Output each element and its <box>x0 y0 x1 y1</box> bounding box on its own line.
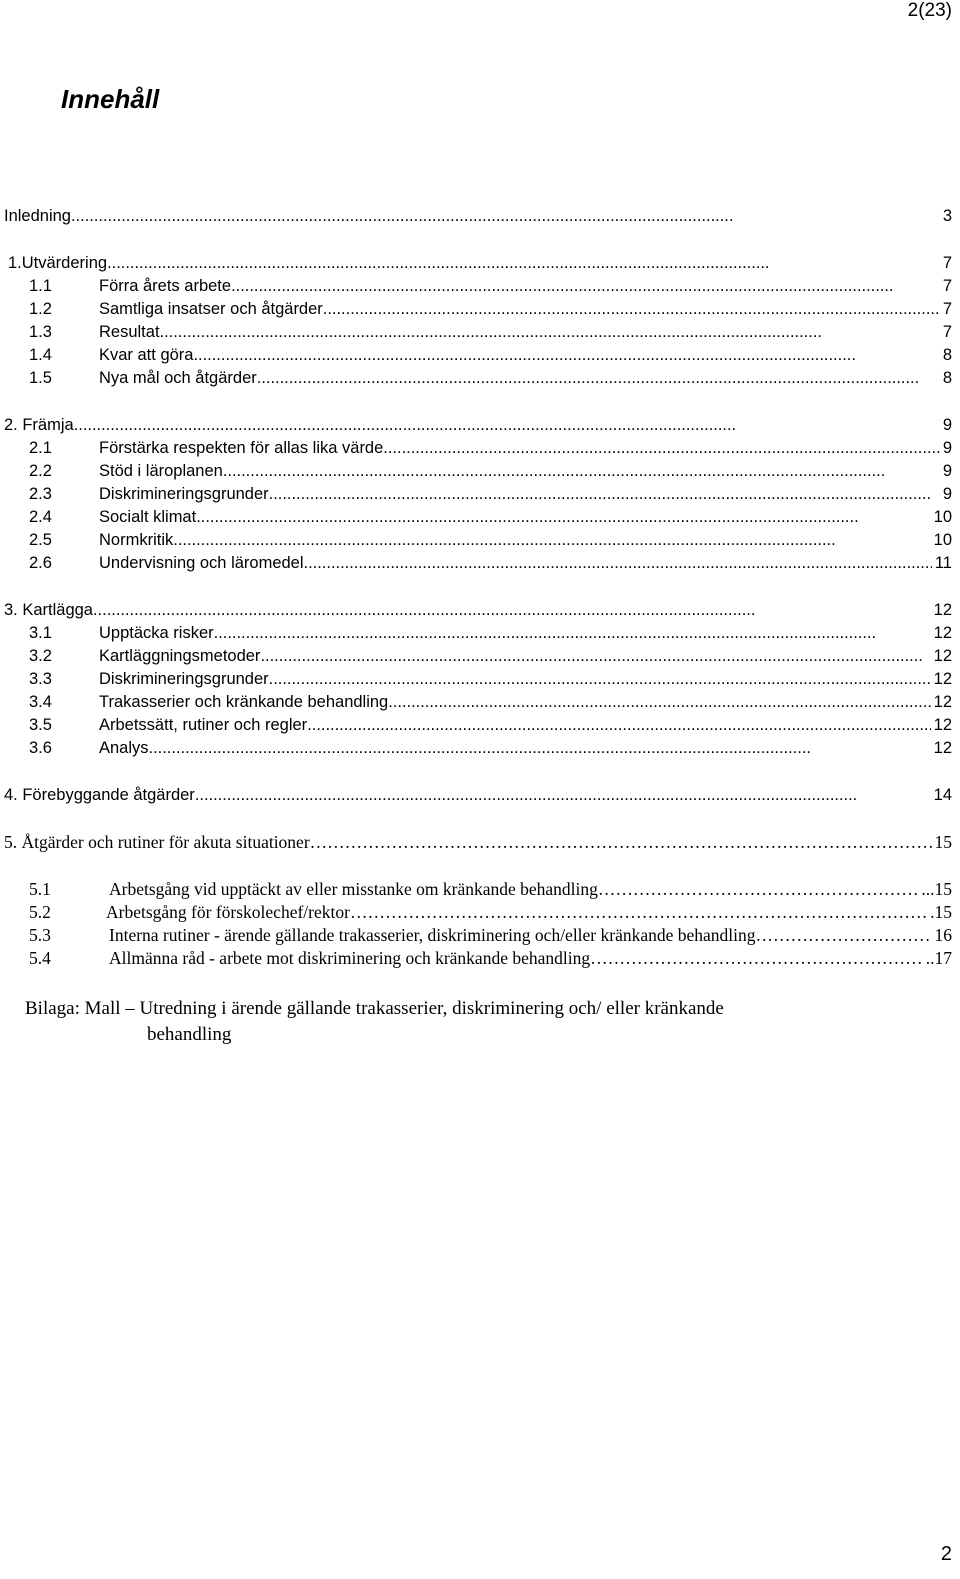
toc-entry[interactable] <box>0 737 960 760</box>
toc-entry-number: 3.6 <box>29 739 52 757</box>
toc-entry-title: Förra årets arbete <box>99 277 232 295</box>
toc-entry-title: Upptäcka risker <box>99 624 214 642</box>
toc-leader-dots <box>307 714 930 737</box>
toc-entry-title: Allmänna råd - arbete mot diskriminering och kränkande behandling <box>109 948 591 968</box>
toc-entry-number: 2.4 <box>29 508 52 526</box>
toc-leader-dots <box>257 367 940 390</box>
page-indicator: 2(23) <box>907 0 952 21</box>
toc-entry-page: 12 <box>933 601 952 619</box>
toc-entry-number: 2.3 <box>29 485 52 503</box>
toc-entry[interactable] <box>0 878 960 901</box>
toc-entry-title: Analys <box>99 739 149 757</box>
toc-entry-page: 3 <box>942 207 952 225</box>
toc-entry[interactable] <box>0 691 960 714</box>
toc-entry-page: 14 <box>933 786 952 804</box>
toc-leader-dots <box>196 506 930 529</box>
toc-entry-page: 15 <box>934 832 952 852</box>
toc-entry[interactable] <box>0 552 960 575</box>
toc-entry[interactable] <box>0 924 960 947</box>
toc-entry[interactable] <box>0 831 960 854</box>
toc-entry-page: 16 <box>934 925 952 945</box>
toc-entry[interactable] <box>0 599 960 622</box>
toc-entry-title: Resultat <box>99 323 160 341</box>
toc-entry-number: 5.1 <box>29 879 51 899</box>
toc-entry[interactable] <box>0 344 960 367</box>
toc-entry[interactable] <box>0 367 960 390</box>
toc-entry-title: 1.Utvärdering <box>8 254 108 272</box>
toc-entry-page: 9 <box>942 485 952 503</box>
toc-leader-dots <box>149 737 931 760</box>
toc-entry-number: 5.2 <box>29 902 51 922</box>
toc-entry-number: 2.5 <box>29 531 52 549</box>
toc-entry[interactable] <box>0 622 960 645</box>
toc-entry[interactable] <box>0 506 960 529</box>
toc-entry-page: 12 <box>933 716 952 734</box>
toc-entry[interactable] <box>0 483 960 506</box>
toc-leader-dots <box>193 344 939 367</box>
toc-entry-title: Nya mål och åtgärder <box>99 369 257 387</box>
toc-entry-number: 5.4 <box>29 948 51 968</box>
toc-entry[interactable] <box>0 414 960 437</box>
toc-leader-dots <box>304 552 932 575</box>
toc-entry-title: Förstärka respekten för allas lika värde <box>99 439 384 457</box>
toc-entry-title: Inledning <box>4 207 71 225</box>
toc-leader-dots <box>71 205 940 228</box>
appendix-line-2: behandling <box>147 1024 232 1045</box>
toc-entry-title: Stöd i läroplanen <box>99 462 223 480</box>
toc-leader-dots <box>590 947 923 970</box>
toc-entry-title: Diskrimineringsgrunder <box>99 670 269 688</box>
toc-entry-title: Kartläggningsmetoder <box>99 647 261 665</box>
toc-entry[interactable] <box>0 321 960 344</box>
toc-entry-number: 3.1 <box>29 624 52 642</box>
toc-leader-dots <box>74 414 940 437</box>
toc-entry-title: Arbetssätt, rutiner och regler <box>99 716 308 734</box>
toc-entry-page: 7 <box>942 300 952 318</box>
toc-entry[interactable] <box>0 275 960 298</box>
toc-entry[interactable] <box>0 437 960 460</box>
toc-entry-number: 1.1 <box>29 277 52 295</box>
toc-leader-dots <box>107 252 940 275</box>
toc-entry-number: 3.3 <box>29 670 52 688</box>
toc-leader-dots <box>388 691 930 714</box>
toc-entry-title: Samtliga insatser och åtgärder <box>99 300 323 318</box>
toc-leader-dots <box>195 784 931 807</box>
toc-entry[interactable] <box>0 645 960 668</box>
toc-entry-page: 10 <box>933 531 952 549</box>
toc-entry[interactable] <box>0 947 960 970</box>
toc-entry-page: ...15 <box>921 879 952 899</box>
toc-leader-dots <box>173 529 930 552</box>
toc-entry-number: 5.3 <box>29 925 51 945</box>
toc-entry-page: 11 <box>934 554 952 572</box>
toc-leader-dots <box>260 645 930 668</box>
toc-entry-title: 4. Förebyggande åtgärder <box>4 786 195 804</box>
toc-entry-number: 2.2 <box>29 462 52 480</box>
toc-leader-dots <box>269 483 940 506</box>
toc-entry-title: 2. Främja <box>4 416 74 434</box>
toc-entry-number: 1.4 <box>29 346 52 364</box>
toc-entry-page: 12 <box>933 739 952 757</box>
toc-entry-number: 3.2 <box>29 647 52 665</box>
toc-entry-title: Socialt klimat <box>99 508 197 526</box>
toc-entry-page: 12 <box>933 693 952 711</box>
toc-entry[interactable] <box>0 460 960 483</box>
toc-entry-page: 10 <box>933 508 952 526</box>
toc-leader-dots <box>350 901 927 924</box>
toc-entry-number: 1.5 <box>29 369 52 387</box>
toc-entry-title: Undervisning och läromedel <box>99 554 304 572</box>
toc-leader-dots <box>160 321 940 344</box>
toc-entry[interactable] <box>0 298 960 321</box>
toc-entry-page: 7 <box>942 254 952 272</box>
toc-entry-page: 12 <box>933 647 952 665</box>
toc-entry[interactable] <box>0 714 960 737</box>
toc-entry-number: 2.6 <box>29 554 52 572</box>
toc-entry-page: 9 <box>942 439 952 457</box>
toc-entry-title: Kvar att göra <box>99 346 194 364</box>
toc-leader-dots <box>383 437 940 460</box>
toc-entry-title: Interna rutiner - ärende gällande trakasserier, diskriminering och/eller kränkande behandling <box>109 925 756 945</box>
appendix-note <box>25 996 825 1048</box>
toc-leader-dots <box>269 668 931 691</box>
toc-entry-page: ..17 <box>925 948 952 968</box>
toc-entry-title: Normkritik <box>99 531 174 549</box>
toc-leader-dots <box>231 275 940 298</box>
toc-entry-page: 9 <box>942 416 952 434</box>
toc-entry-page: 8 <box>942 369 952 387</box>
toc-leader-dots <box>223 460 940 483</box>
toc-entry[interactable] <box>0 901 960 924</box>
toc-entry-number: 3.4 <box>29 693 52 711</box>
toc-entry-page: 7 <box>942 323 952 341</box>
toc-entry[interactable] <box>0 252 960 275</box>
toc-entry[interactable] <box>0 784 960 807</box>
toc-entry-page: 9 <box>942 462 952 480</box>
toc-entry-number: 1.3 <box>29 323 52 341</box>
toc-entry-page: .15 <box>930 902 952 922</box>
toc-entry-number: 1.2 <box>29 300 52 318</box>
toc-leader-dots <box>323 298 940 321</box>
toc-leader-dots <box>214 622 931 645</box>
toc-entry-title: Trakasserier och kränkande behandling <box>99 693 389 711</box>
toc-entry[interactable] <box>0 668 960 691</box>
toc-entry-page: 8 <box>942 346 952 364</box>
toc-entry-title: 3. Kartlägga <box>4 601 93 619</box>
toc-leader-dots <box>756 924 932 947</box>
page-number: 2 <box>940 1543 952 1565</box>
toc-entry-page: 7 <box>942 277 952 295</box>
toc-entry-title: Arbetsgång för förskolechef/rektor <box>106 902 350 922</box>
toc-entry[interactable] <box>0 205 960 228</box>
toc-entry-number: 3.5 <box>29 716 52 734</box>
toc-entry-number: 2.1 <box>29 439 52 457</box>
appendix-line-1: Bilaga: Mall – Utredning i ärende gällande trakasserier, diskriminering och/ eller kränkande <box>25 998 724 1019</box>
toc-entry-page: 12 <box>933 624 952 642</box>
toc-entry-title: Arbetsgång vid upptäckt av eller misstanke om kränkande behandling <box>109 879 598 899</box>
toc-leader-dots <box>598 878 918 901</box>
toc-entry-title: 5. Åtgärder och rutiner för akuta situationer <box>4 832 310 852</box>
toc-leader-dots <box>310 831 932 854</box>
page-title: Innehåll <box>61 84 160 114</box>
toc-entry-page: 12 <box>933 670 952 688</box>
toc-leader-dots <box>93 599 931 622</box>
toc-entry[interactable] <box>0 529 960 552</box>
toc-entry-title: Diskrimineringsgrunder <box>99 485 269 503</box>
